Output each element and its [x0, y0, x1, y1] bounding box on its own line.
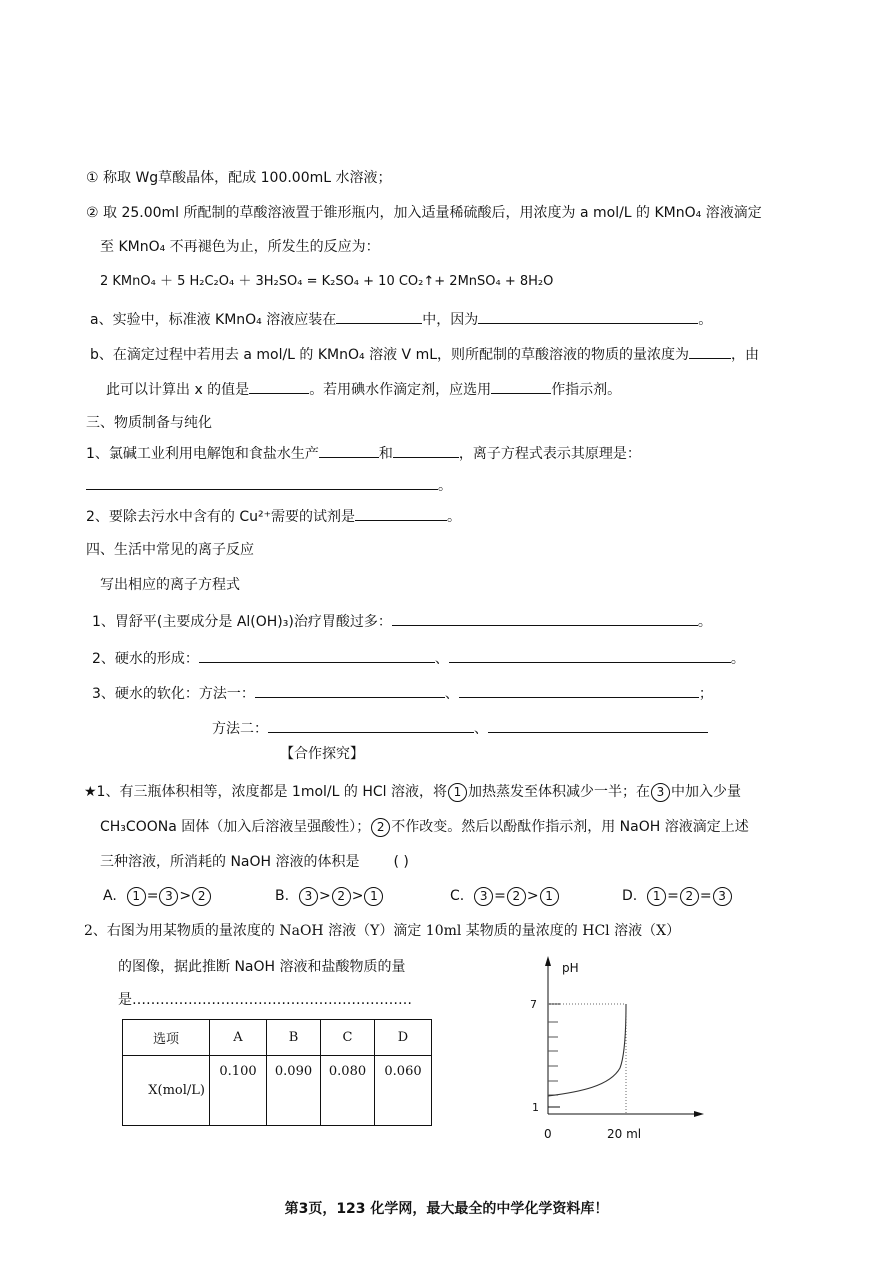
answer-blank[interactable]	[689, 344, 731, 359]
question-hard-water: 2、硬水的形成： 、 。	[92, 648, 745, 669]
circled-three: 3	[651, 783, 670, 802]
circled-one: 1	[448, 783, 467, 802]
question-1-line-1: ★1、有三瓶体积相等，浓度都是 1mol/L 的 HCl 溶液，将 1 加热蒸发至体积减少一半；在 3 中加入少量	[84, 784, 741, 800]
question-b-cont: 此可以计算出 x 的值是 。若用碘水作滴定剂，应选用 作指示剂。	[106, 379, 621, 400]
section-heading: 三、物质制备与纯化	[86, 415, 212, 431]
circled-one: 1	[127, 887, 146, 906]
question-chlor-alkali: 1、氯碱工业利用电解饱和食盐水生产 和 ，离子方程式表示其原理是：	[86, 443, 641, 464]
circled-one: 1	[540, 887, 559, 906]
section-heading: 四、生活中常见的离子反应	[86, 542, 254, 558]
instruction: 写出相应的离子方程式	[100, 577, 240, 593]
question-b: b、在滴定过程中若用去 a mol/L 的 KMnO₄ 溶液 V mL，则所配制的草酸溶液的物质的量浓度为 ，由	[90, 344, 759, 365]
tick-label-1: 1	[532, 1101, 539, 1114]
line-weigh: ① 称取 Wg草酸晶体，配成 100.00mL 水溶液；	[86, 170, 392, 186]
page-footer: 第3页，123 化学网，最大最全的中学化学资料库！	[284, 1201, 609, 1217]
table-header-cell: C	[321, 1020, 375, 1056]
table-header-cell: B	[267, 1020, 321, 1056]
circled-two: 2	[507, 887, 526, 906]
circled-three: 3	[299, 887, 318, 906]
question-softening-1: 3、硬水的软化：方法一： 、 ；	[92, 683, 713, 704]
titration-curve	[548, 1004, 626, 1096]
answer-blank[interactable]	[449, 648, 731, 663]
answer-blank[interactable]	[393, 443, 459, 458]
answer-parentheses[interactable]: ( )	[393, 854, 409, 870]
table-header-cell: D	[375, 1020, 432, 1056]
choice-a[interactable]: A. 1 = 3 > 2	[103, 886, 212, 906]
question-antacid: 1、胃舒平(主要成分是 Al(OH)₃)治疗胃酸过多： 。	[92, 611, 712, 632]
table-cell: 0.080	[321, 1056, 375, 1126]
titration-graph	[520, 950, 720, 1150]
reaction-equation: 2 KMnO₄ ＋ 5 H₂C₂O₄ ＋ 3H₂SO₄ = K₂SO₄ + 10 CO₂↑+ 2MnSO₄ + 8H₂O	[100, 274, 554, 289]
cooperative-inquiry-heading: 【合作探究】	[280, 746, 364, 762]
choice-d[interactable]: D. 1 = 2 = 3	[622, 886, 733, 906]
circled-two: 2	[680, 887, 699, 906]
line-titrate-1: ② 取 25.00ml 所配制的草酸溶液置于锥形瓶内，加入适量稀硫酸后，用浓度为 a mol/L 的 KMnO₄ 溶液滴定	[86, 205, 762, 221]
answer-blank[interactable]	[319, 443, 379, 458]
x-axis-arrow	[694, 1111, 704, 1117]
tick-label-7: 7	[530, 998, 537, 1011]
table-row-label: X(mol/L)	[123, 1056, 210, 1126]
answer-blank[interactable]	[459, 683, 699, 698]
question-2-line-2: 的图像，据此推断 NaOH 溶液和盐酸物质的量	[118, 959, 406, 975]
circled-three: 3	[159, 887, 178, 906]
line-titrate-2: 至 KMnO₄ 不再褪色为止，所发生的反应为：	[100, 239, 380, 255]
table-header-cell: A	[210, 1020, 267, 1056]
question-softening-2: 方法二： 、	[212, 718, 708, 739]
circled-three: 3	[474, 887, 493, 906]
circled-three: 3	[713, 887, 732, 906]
choice-c[interactable]: C. 3 = 2 > 1	[450, 886, 560, 906]
question-1-line-3: 三种溶液，所消耗的 NaOH 溶液的体积是 ( )	[100, 854, 409, 870]
y-axis-label: pH	[562, 961, 579, 975]
answer-blank[interactable]	[268, 718, 474, 733]
answer-blank[interactable]	[249, 379, 309, 394]
y-axis-arrow	[545, 956, 551, 966]
question-2-line-3: 是……………………………………………………	[118, 992, 412, 1008]
answer-blank[interactable]	[392, 611, 698, 626]
circled-two: 2	[332, 887, 351, 906]
answer-blank[interactable]	[336, 309, 422, 324]
question-chlor-alkali-cont: 。	[86, 475, 452, 496]
circled-two: 2	[192, 887, 211, 906]
circled-two: 2	[371, 818, 390, 837]
table-cell: 0.060	[375, 1056, 432, 1126]
table-cell: 0.090	[267, 1056, 321, 1126]
choice-b[interactable]: B. 3 > 2 > 1	[275, 886, 384, 906]
question-a: a、实验中，标准液 KMnO₄ 溶液应装在 中，因为 。	[90, 309, 712, 330]
answer-blank[interactable]	[199, 648, 435, 663]
answer-blank[interactable]	[86, 475, 438, 490]
answer-blank[interactable]	[491, 379, 551, 394]
answer-blank[interactable]	[478, 309, 698, 324]
circled-one: 1	[647, 887, 666, 906]
question-copper-ion: 2、要除去污水中含有的 Cu²⁺需要的试剂是 。	[86, 506, 461, 527]
question-1-line-2: CH₃COONa 固体（加入后溶液呈强酸性）； 2 不作改变。然后以酚酞作指示剂，用 NaOH 溶液滴定上述	[100, 819, 749, 835]
answer-blank[interactable]	[355, 506, 447, 521]
answer-blank[interactable]	[255, 683, 445, 698]
origin-label: 0	[544, 1127, 552, 1141]
x-tick-label: 20 ml	[607, 1127, 642, 1141]
answer-blank[interactable]	[488, 718, 708, 733]
question-2-line-1: 2、右图为用某物质的量浓度的 NaOH 溶液（Y）滴定 10ml 某物质的量浓度的 HCl 溶液（X）	[84, 923, 681, 939]
table-header-cell: 选项	[123, 1020, 210, 1056]
options-table	[122, 1019, 432, 1126]
circled-one: 1	[364, 887, 383, 906]
table-cell: 0.100	[210, 1056, 267, 1126]
